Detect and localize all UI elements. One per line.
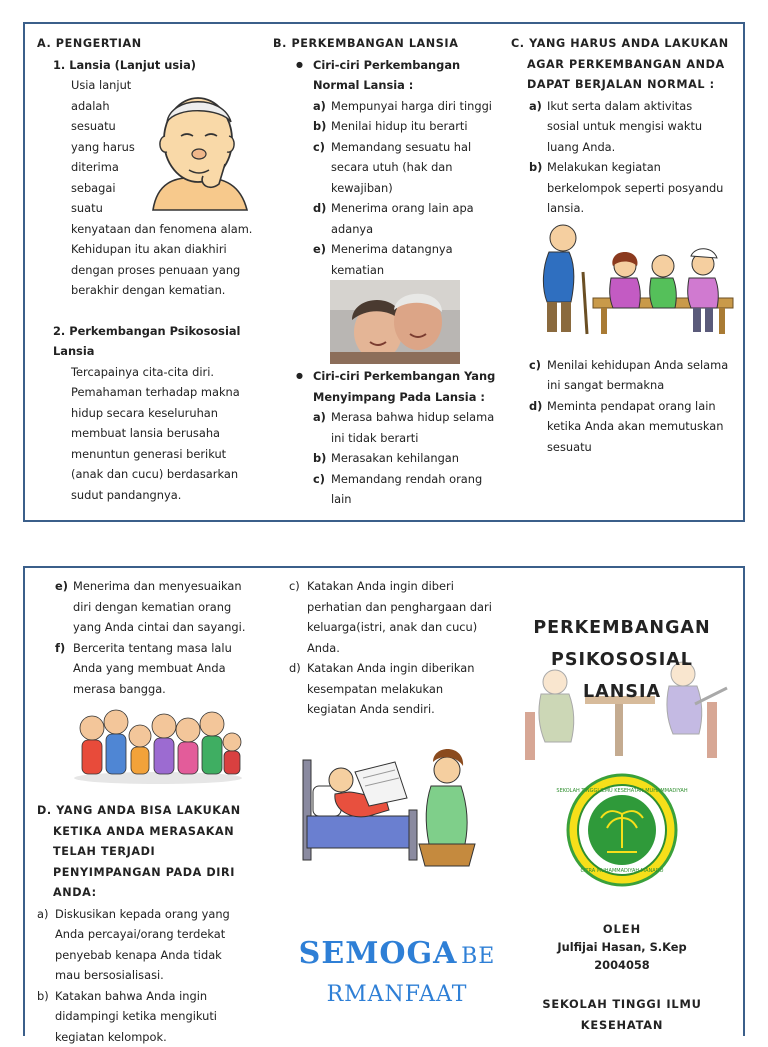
list-d [37,904,269,1047]
list-text: Katakan Anda ingin diberi [307,579,454,593]
bullet-title-text: Ciri-ciri Perkembangan Yang [313,369,495,383]
list-marker: e) [313,239,326,260]
title-line: PERKEMBANGAN [515,612,729,644]
list-text: Menerima dan menyesuaikan [73,579,242,593]
bullet-normal-title [273,55,503,96]
definition-line: Pemahaman terhadap makna [71,382,269,403]
list-item [289,576,515,658]
list-text: adanya [331,222,373,236]
rmanfaat-text: RMANFAAT [327,982,468,1007]
list-marker: b) [529,157,542,178]
list-marker: d) [529,396,542,417]
bullet-icon: ● [296,366,303,387]
title-line: PSIKOSOSIAL [515,644,729,676]
definition-line: hidup secara keseluruhan [71,403,269,424]
bullet-icon: ● [296,55,303,76]
column-perkembangan [273,34,503,510]
list-marker: a) [529,96,542,117]
list-text: kesempatan melakukan [307,682,443,696]
list-item [313,448,503,469]
heading-line: C. YANG HARUS ANDA LAKUKAN [511,34,741,55]
list-text: diri dengan kematian orang [73,600,231,614]
logo-ring-text: SEKOLAH TINGGI ILMU KESEHATAN MUHAMMADIYAH [556,788,687,794]
brochure-title [515,612,729,708]
list-text: berkelompok seperti posyandu [547,181,723,195]
bullet-title-text: Menyimpang Pada Lansia : [313,390,485,404]
list-text: Melakukan kegiatan [547,160,661,174]
column-d [37,576,269,1047]
institution-line: KESEHATAN [515,1015,729,1036]
heading-perkembangan: B. PERKEMBANGAN LANSIA [273,34,503,55]
list-item [37,904,269,986]
definition-line: dengan proses penuaan yang [71,260,269,281]
oleh-label: OLEH [515,920,729,938]
heading-yang-harus [511,34,741,96]
heading-line: ANDA: [37,883,269,904]
bullet-title-text: Normal Lansia : [313,78,413,92]
list-item [55,576,269,638]
definition-line: menuntun generasi berikut [71,444,269,465]
list-yang-harus-1 [511,96,741,219]
list-e-f [37,576,269,699]
list-text: Bercerita tentang masa lalu [73,641,232,655]
list-text: Merasakan kehilangan [331,451,459,465]
list-item [529,355,741,396]
list-marker: b) [37,986,49,1007]
institution-line: SEKOLAH TINGGI ILMU [515,994,729,1015]
logo-sub-text: CITRA MUHAMMADIYAH MANADO [581,868,664,874]
list-marker: a) [313,96,326,117]
heading-line: TELAH TERJADI [37,842,269,863]
list-text: Menilai kehidupan Anda selama [547,358,728,372]
list-item [313,407,503,448]
definition-line: berakhir dengan kematian. [71,280,269,301]
list-item [313,469,503,510]
author-name: Julfijai Hasan, S.Kep [515,938,729,956]
brochure-page-1 [23,22,745,522]
list-text: Merasa bahwa hidup selama [331,410,494,424]
list-c-d [289,576,515,720]
list-marker: c) [529,355,541,376]
list-text: merasa bangga. [73,682,166,696]
subheading-line: Lansia [53,341,269,362]
definition-line: Kehidupan itu akan diakhiri [71,239,269,260]
list-text: Menerima orang lain apa [331,201,474,215]
list-text: Anda. [307,641,340,655]
list-text: Mempunyai harga diri tinggi [331,99,492,113]
list-text: Diskusikan kepada orang yang [55,907,230,921]
list-text: lain [331,492,352,506]
author-nim: 2004058 [515,956,729,974]
heading-line: AGAR PERKEMBANGAN ANDA [511,55,741,76]
list-text: ini tidak berarti [331,431,418,445]
list-item [313,198,503,239]
list-marker: a) [37,904,48,925]
list-text: Katakan Anda ingin diberikan [307,661,474,675]
list-marker: d) [289,658,301,679]
semoga-text: SEMOGA [299,936,458,971]
institution-name [515,994,729,1035]
list-item [529,396,741,458]
list-menyimpang [273,407,503,510]
stikes-logo [567,774,677,886]
definition-line: adalah [71,96,269,117]
psikososial-definition [37,362,269,506]
definition-line: (anak dan cucu) berdasarkan [71,464,269,485]
family-illustration [72,700,244,786]
bullet-title-text: Ciri-ciri Perkembangan [313,58,460,72]
list-text: ketika Anda akan memutuskan [547,419,724,433]
list-marker: c) [289,576,300,597]
definition-line: membuat lansia berusaha [71,423,269,444]
list-text: keluarga(istri, anak dan cucu) [307,620,477,634]
list-text: kegiatan Anda sendiri. [307,702,435,716]
list-text: sosial untuk mengisi waktu [547,119,702,133]
list-text: Menerima datangnya [331,242,453,256]
list-text: didampingi ketika mengikuti [55,1009,217,1023]
list-item [529,96,741,158]
list-text: Menilai hidup itu berarti [331,119,468,133]
old-man-illustration [143,88,253,210]
heading-line: KETIKA ANDA MERASAKAN [37,822,269,843]
list-text: Katakan bahwa Anda ingin [55,989,207,1003]
list-text: Anda percayai/orang terdekat [55,927,225,941]
list-marker: e) [55,576,68,597]
list-item [313,116,503,137]
author-block [515,920,729,1035]
list-item [37,986,269,1047]
bullet-menyimpang-title [273,366,503,407]
list-marker: c) [313,137,325,158]
elderly-couple-photo [330,280,460,364]
heading-line: PENYIMPANGAN PADA DIRI [37,863,269,884]
list-text: Ikut serta dalam aktivitas [547,99,692,113]
column-c-d [289,576,515,720]
list-item [313,96,503,117]
list-text: secara utuh (hak dan [331,160,453,174]
list-yang-harus-2 [511,355,741,458]
list-item [55,638,269,700]
list-marker: f) [55,638,65,659]
list-text: Meminta pendapat orang lain [547,399,716,413]
definition-line: sesuatu [71,116,269,137]
list-text: penyebab kenapa Anda tidak [55,948,222,962]
list-marker: b) [313,116,326,137]
elderly-group-illustration [513,216,735,338]
list-item [289,658,515,720]
definition-line: Usia lanjut [71,75,269,96]
list-text: perhatian dan penghargaan dari [307,600,492,614]
definition-line: Tercapainya cita-cita diri. [71,362,269,383]
heading-yang-bisa [37,801,269,904]
definition-line: sudut pandangnya. [71,485,269,506]
list-text: kegiatan kelompok. [55,1030,167,1044]
list-marker: a) [313,407,326,428]
subheading-lansia: 1. Lansia (Lanjut usia) [37,55,269,76]
definition-line: sebagai [71,178,269,199]
semoga-bermanfaat [287,936,507,1015]
definition-line: yang harus [71,137,269,158]
list-item [529,157,741,219]
subheading-psikososial [37,321,269,362]
list-marker: c) [313,469,325,490]
be-text: BE [461,944,495,969]
subheading-line: 2. Perkembangan Psikososial [53,321,269,342]
patient-bed-illustration [299,740,479,878]
list-text: luang Anda. [547,140,615,154]
list-text: kewajiban) [331,181,393,195]
list-item [313,239,503,280]
list-text: Memandang rendah orang [331,472,482,486]
brochure-page-2 [23,566,745,1036]
heading-line: D. YANG ANDA BISA LAKUKAN [37,801,269,822]
list-normal [273,96,503,281]
list-text: kematian [331,263,384,277]
list-text: mau bersosialisasi. [55,968,164,982]
definition-line: diterima [71,157,269,178]
heading-line: DAPAT BERJALAN NORMAL : [511,75,741,96]
list-text: yang Anda cintai dan sayangi. [73,620,245,634]
heading-pengertian: A. PENGERTIAN [37,34,269,55]
list-text: sesuatu [547,440,592,454]
list-text: lansia. [547,201,584,215]
list-text: ini sangat bermakna [547,378,664,392]
definition-line: kenyataan dan fenomena alam. [71,219,269,240]
list-text: Anda yang membuat Anda [73,661,226,675]
list-marker: d) [313,198,326,219]
title-line: LANSIA [515,676,729,708]
list-marker: b) [313,448,326,469]
list-text: Memandang sesuatu hal [331,140,471,154]
definition-line: suatu [71,198,269,219]
list-item [313,137,503,199]
